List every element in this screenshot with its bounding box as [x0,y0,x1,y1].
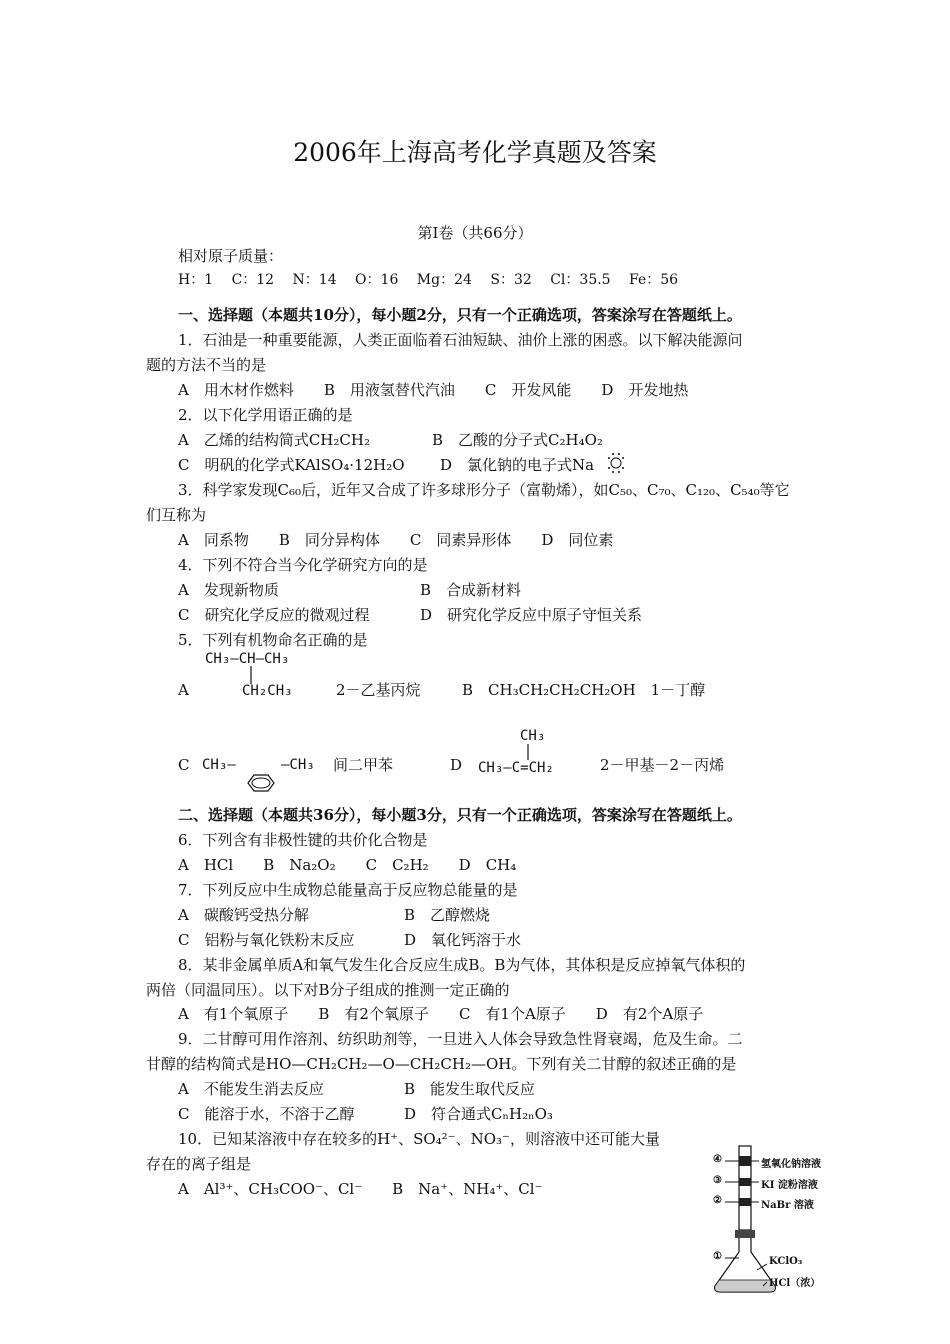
q5-c-right-methyl: —CH₃ [281,757,315,773]
q4-option-a: A 发现新物质 [178,581,279,599]
q5-stem: 5．下列有机物命名正确的是 [178,631,368,649]
q1-stem-line2: 题的方法不当的是 [146,356,267,374]
diagram-label-2: ② [713,1195,722,1206]
chloride-electron-dot-icon [604,452,628,474]
q7-stem: 7．下列反应中生成物总能量高于反应物总能量的是 [178,881,518,899]
apparatus-diagram [705,1140,845,1300]
q3-stem-line1: 3．科学家发现C₆₀后，近年又合成了许多球形分子（富勒烯），如C₅₀、C₇₀、C₁₂₀、C₅₄₀等它 [178,481,790,499]
q2-option-b: B 乙酸的分子式C₂H₄O₂ [432,431,603,449]
diagram-text-kclo3: KClO₃ [769,1256,803,1267]
diagram-label-1: ① [713,1251,722,1262]
q9-option-a: A 不能发生消去反应 [178,1080,324,1098]
q5-d-bond-line [525,744,531,760]
q5-c-name: 间二甲苯 [333,756,394,774]
q8-options: A 有1个氧原子 B 有2个氧原子 C 有1个A原子 D 有2个A原子 [178,1005,704,1023]
q10-stem-line2: 存在的离子组是 [146,1155,252,1173]
q5-d-name: 2－甲基－2－丙烯 [600,756,725,774]
q10-stem-line1: 10．已知某溶液中存在较多的H⁺、SO₄²⁻、NO₃⁻，则溶液中还可能大量 [178,1130,660,1148]
q7-option-a: A 碳酸钙受热分解 [178,906,309,924]
q4-option-b: B 合成新材料 [420,581,522,599]
q3-stem-line2: 们互称为 [146,506,207,524]
benzene-ring-icon [244,772,278,794]
q5-a-branch: CH₂CH₃ [242,683,293,699]
q1-stem-line1: 1．石油是一种重要能源，人类正面临着石油短缺、油价上涨的困惑。以下解决能源问 [178,331,743,349]
q7-option-b: B 乙醇燃烧 [404,906,491,924]
q9-option-d: D 符合通式CₙH₂ₙO₃ [404,1105,553,1123]
q8-stem-line2: 两倍（同温同压）。以下对B分子组成的推测一定正确的 [146,981,510,999]
q9-stem-line1: 9．二甘醇可用作溶剂、纺织助剂等，一旦进入人体会导致急性肾衰竭，危及生命。二 [178,1030,743,1048]
q4-stem: 4．下列不符合当今化学研究方向的是 [178,556,428,574]
q5-a-main-chain: CH₃—CH—CH₃ [205,651,290,667]
q1-options: A 用木材作燃料 B 用液氢替代汽油 C 开发风能 D 开发地热 [178,381,689,399]
q9-option-c: C 能溶于水，不溶于乙醇 [178,1105,355,1123]
q3-options: A 同系物 B 同分异构体 C 同素异形体 D 同位素 [178,531,614,549]
volume-heading: 第Ⅰ卷（共66分） [417,224,533,242]
q5-c-left-methyl: CH₃— [202,757,236,773]
atomic-mass-label: 相对原子质量： [178,247,284,265]
q5-d-label: D [450,756,463,774]
q2-option-c: C 明矾的化学式KAlSO₄·12H₂O [178,456,405,474]
q4-option-c: C 研究化学反应的微观过程 [178,606,370,624]
diagram-text-naoh: 氢氧化钠溶液 [761,1159,821,1170]
section-2-heading: 二、选择题（本题共36分），每小题3分，只有一个正确选项，答案涂写在答题纸上。 [178,806,742,824]
q7-option-d: D 氧化钙溶于水 [404,931,522,949]
q5-a-name: 2－乙基丙烷 [336,681,421,699]
q5-d-methyl-top: CH₃ [520,728,546,744]
q8-stem-line1: 8．某非金属单质A和氧气发生化合反应生成B。B为气体，其体积是反应掉氧气体积的 [178,956,746,974]
q5-a-label: A [178,681,189,699]
section-1-heading: 一、选择题（本题共10分），每小题2分，只有一个正确选项，答案涂写在答题纸上。 [178,306,742,324]
page-title: 2006年上海高考化学真题及答案 [293,138,657,167]
diagram-text-ki: KI 淀粉溶液 [761,1180,818,1191]
q7-option-c: C 铝粉与氧化铁粉末反应 [178,931,355,949]
q2-option-d: D 氯化钠的电子式Na [440,456,595,474]
q9-option-b: B 能发生取代反应 [404,1080,536,1098]
q5-a-bond-line [248,666,254,684]
q5-option-b: B CH₃CH₂CH₂CH₂OH 1－丁醇 [462,681,706,699]
q2-stem: 2．以下化学用语正确的是 [178,406,353,424]
atomic-masses: H：1 C：12 N：14 O：16 Mg：24 S：32 Cl：35.5 Fe：56 [178,272,679,288]
diagram-label-4: ④ [713,1154,722,1165]
q9-stem-line2: 甘醇的结构简式是HO—CH₂CH₂—O—CH₂CH₂—OH。下列有关二甘醇的叙述正确的是 [146,1055,737,1073]
q2-option-a: A 乙烯的结构简式CH₂CH₂ [178,431,370,449]
q5-d-main-chain: CH₃—C=CH₂ [478,760,554,776]
q10-options: A Al³⁺、CH₃COO⁻、Cl⁻ B Na⁺、NH₄⁺、Cl⁻ [178,1180,543,1198]
q5-c-label: C [178,756,190,774]
diagram-text-nabr: NaBr 溶液 [761,1200,814,1211]
q6-options: A HCl B Na₂O₂ C C₂H₂ D CH₄ [178,856,517,874]
q6-stem: 6．下列含有非极性键的共价化合物是 [178,831,428,849]
q4-option-d: D 研究化学反应中原子守恒关系 [420,606,643,624]
diagram-text-hcl: HCl（浓） [769,1278,821,1289]
diagram-label-3: ③ [713,1175,722,1186]
